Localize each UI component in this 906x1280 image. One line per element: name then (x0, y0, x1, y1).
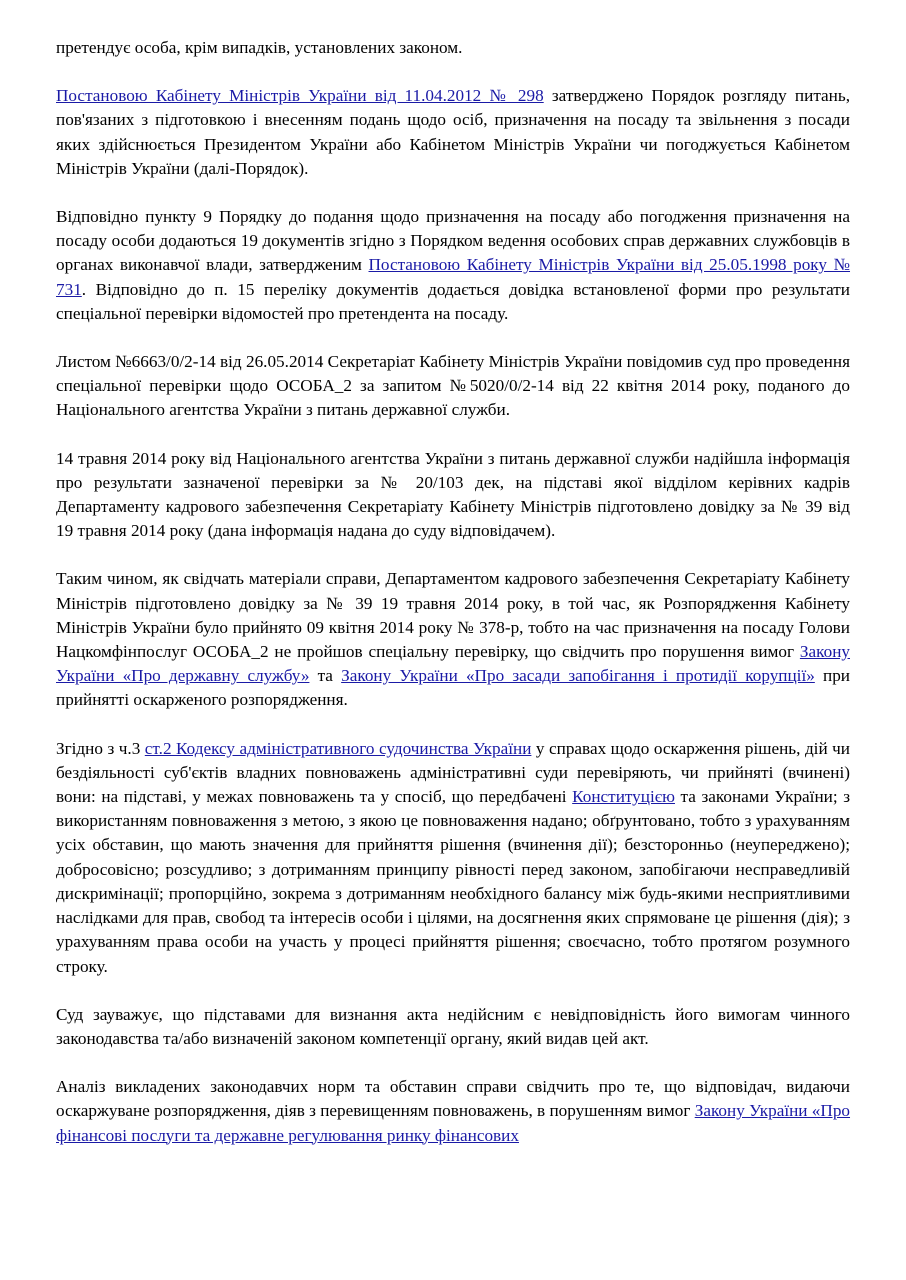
document-page (56, 36, 850, 1172)
paragraph-7 (56, 1003, 850, 1051)
paragraph-2 (56, 205, 850, 326)
link-postanova-298[interactable]: Постановою Кабінету Міністрів України від 11.04.2012 № 298 (56, 86, 544, 106)
paragraph-text: 14 травня 2014 року від Національного агентства України з питань державної служби надійшла інформація про результати зазначеної перевірки за № 20/103 дек, на підставі якої відділом керівних кадрів Департаменту кадрового забезпечення Секретаріату Кабінету Міністрів підготовлено довідку за № 39 від 19 травня 2014 року (дана інформація надана до суду відповідачем). (56, 448, 850, 541)
paragraph-text: Згідно з ч.3 (56, 738, 145, 758)
link-law-anti-corruption[interactable]: Закону України «Про засади запобігання і протидії корупції» (341, 666, 815, 686)
paragraph-5 (56, 567, 850, 712)
paragraph-text: у справах щодо оскарження рішень, дій чи бездіяльності суб'єктів владних повноважень адміністративні суди перевіряють, чи прийняті (вчинені) вони: на підставі, у межах повноважень та у спосіб, що передбачені (56, 738, 850, 807)
paragraph-text: та законами України; з використанням повноваження з метою, з якою це повноваження надано; обґрунтовано, тобто з урахуванням усіх обставин, що мають значення для прийняття рішення (вчинення дії); безсторонньо (неупереджено); добросовісно; розсудливо; з дотриманням принципу рівності перед законом, запобігаючи несправедливій дискримінації; пропорційно, зокрема з дотриманням необхідного балансу між будь-якими несприятливими наслідками для прав, свобод та інтересів особи і цілями, на досягнення яких спрямоване це рішення (дія); з урахуванням права особи на участь у процесі прийняття рішення; своєчасно, тобто протягом розумного строку. (56, 787, 850, 976)
paragraph-text: при прийнятті оскарженого розпорядження. (56, 666, 851, 710)
paragraph-text: претендує особа, крім випадків, установлених законом. (56, 38, 463, 57)
paragraph-text: Суд зауважує, що підставами для визнання акта недійсним є невідповідність його вимогам чинного законодавства та/або визначеній законом компетенції органу, який видав цей акт. (56, 1004, 850, 1048)
paragraph-3 (56, 350, 850, 423)
paragraph-text: Таким чином, як свідчать матеріали справи, Департаментом кадрового забезпечення Секретаріату Кабінету Міністрів підготовлено довідку за № 39 19 травня 2014 року, в той час, як Розпорядження Кабінету Міністрів України було прийнято 09 квітня 2014 року № 378-р, тобто на час призначення на посаду Голови Нацкомфінпослуг ОСОБА_2 не пройшов спеціальну перевірку, що свідчить про порушення вимог (56, 569, 850, 662)
paragraph-text: Листом №6663/0/2-14 від 26.05.2014 Секретаріат Кабінету Міністрів України повідомив суд про проведення спеціальної перевірки щодо ОСОБА_2 за запитом №5020/0/2-14 від 22 квітня 2014 року, поданого до Національного агентства України з питань державної служби. (56, 352, 850, 420)
paragraph-6 (56, 737, 850, 979)
paragraph-8 (56, 1075, 850, 1148)
link-law-civil-service[interactable]: Закону України «Про державну службу» (56, 642, 850, 686)
paragraph-text: . Відповідно до п. 15 переліку документів додається довідка встановленої форми про результати спеціальної перевірки відомостей про претендента на посаду. (56, 279, 850, 323)
paragraph-text: Відповідно пункту 9 Порядку до подання щодо призначення на посаду або погодження призначення на посаду особи додаються 19 документів згідно з Порядком ведення особових справ державних службовців в органах виконавчої влади, затвердженим (56, 207, 850, 275)
link-constitution[interactable]: Конституцією (572, 787, 675, 807)
paragraph-text: та (309, 666, 342, 686)
paragraph-0 (56, 36, 850, 60)
paragraph-text: затверджено Порядок розгляду питань, пов'язаних з підготовкою і внесенням подань щодо осіб, призначення на посаду та звільнення з посади яких здійснюється Президентом України або Кабінетом Міністрів України чи погоджується Кабінетом Міністрів України (далі-Порядок). (56, 86, 850, 178)
link-law-financial-services[interactable]: Закону України «Про фінансові послуги та державне регулювання ринку фінансових (56, 1101, 851, 1145)
paragraph-1 (56, 84, 850, 181)
paragraph-text: Аналіз викладених законодавчих норм та обставин справи свідчить про те, що відповідач, видаючи оскаржуване розпорядження, діяв з перевищенням повноважень, в порушенням вимог (56, 1077, 850, 1121)
link-postanova-731[interactable]: Постановою Кабінету Міністрів України від 25.05.1998 року № 731 (56, 255, 851, 299)
link-administrative-code-art2[interactable]: ст.2 Кодексу адміністративного судочинства України (144, 738, 532, 758)
paragraph-4 (56, 447, 850, 544)
